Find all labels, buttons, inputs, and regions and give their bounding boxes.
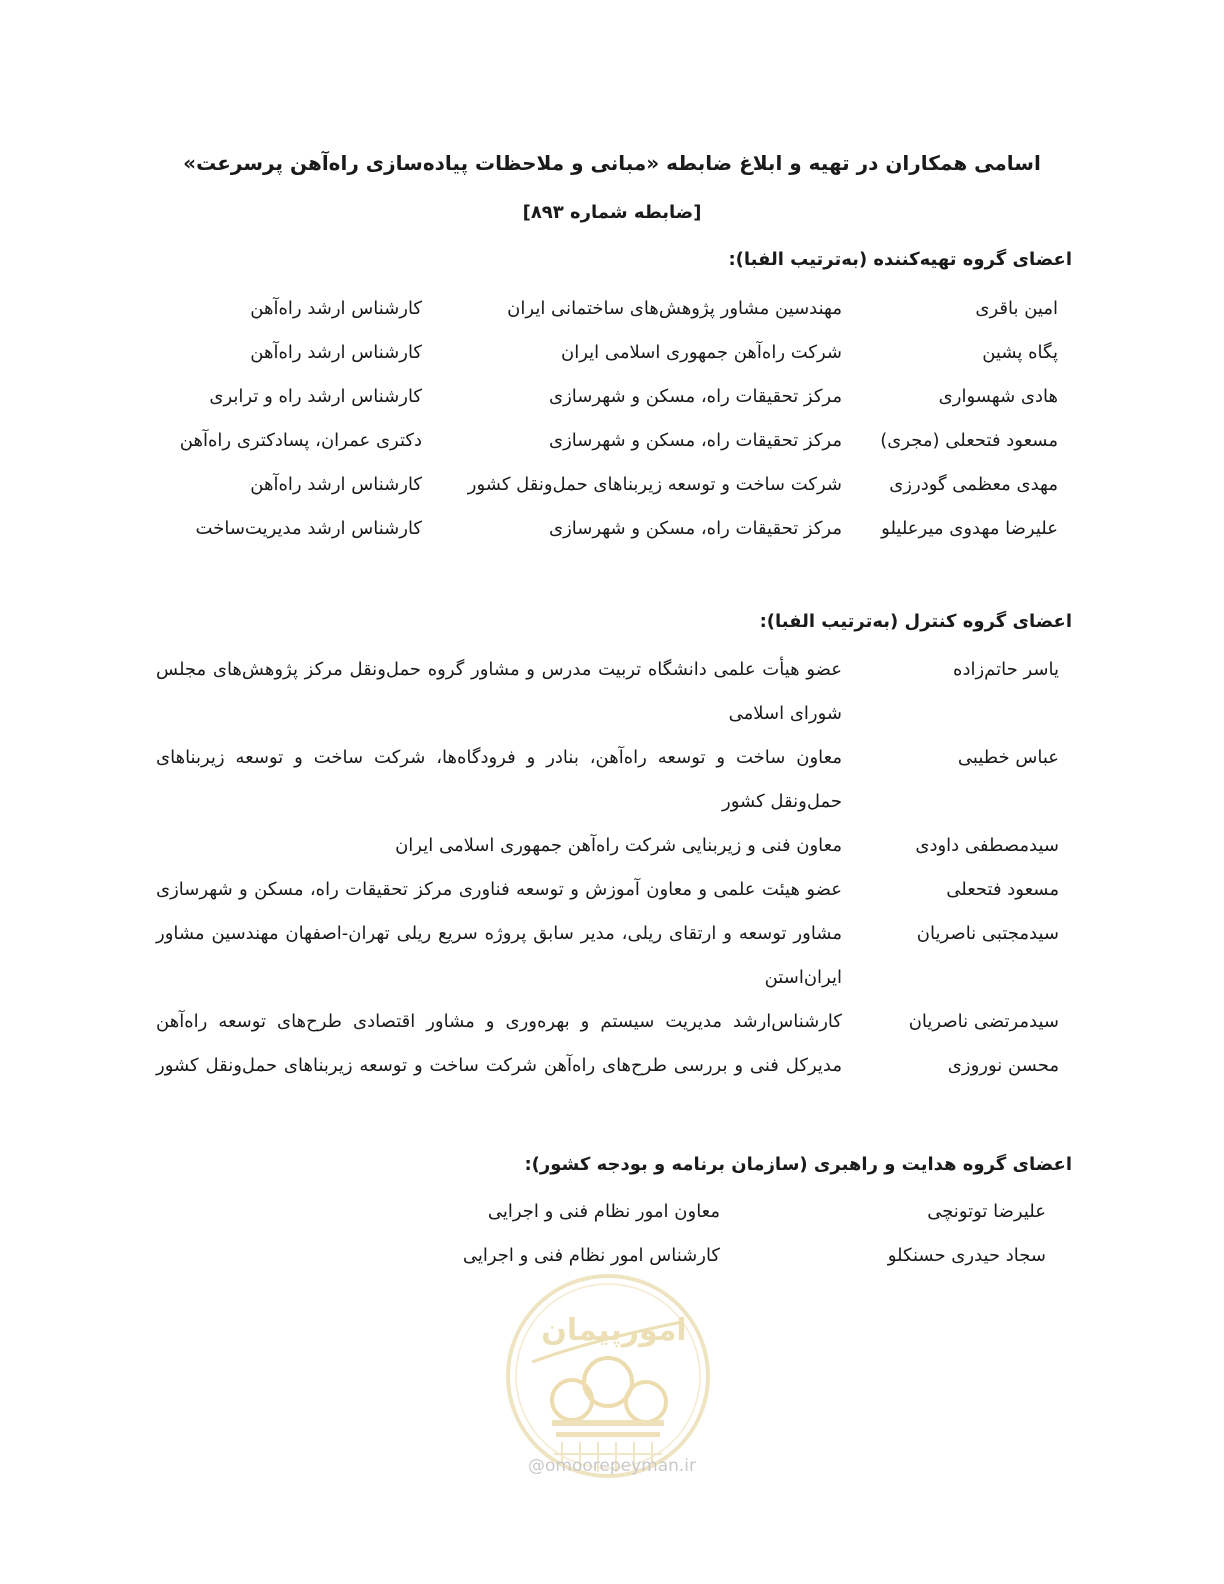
control-member-row xyxy=(153,868,1059,912)
regulation-number: [ضابطه شماره ۸۹۳] xyxy=(522,202,702,223)
member-description: معاون فنی و زیربنایی شرکت راه‌آهن جمهوری اسلامی ایران xyxy=(395,835,842,856)
member-description: معاون ساخت و توسعه راه‌آهن، بنادر و فرودگاه‌ها، شرکت ساخت و توسعه زیربناهای حمل‌ونقل کشور xyxy=(156,747,842,812)
member-degree: کارشناس ارشد راه‌آهن xyxy=(250,298,422,319)
member-name: مهدی معظمی گودرزی xyxy=(889,474,1058,495)
control-member-row xyxy=(153,1044,1059,1088)
member-organization: شرکت راه‌آهن جمهوری اسلامی ایران xyxy=(560,342,842,363)
watermark-logo xyxy=(502,1270,714,1482)
member-name: مسعود فتحعلی (مجری) xyxy=(880,430,1058,451)
member-name: امین باقری xyxy=(975,298,1058,319)
member-description: مدیرکل فنی و بررسی طرح‌های راه‌آهن شرکت ساخت و توسعه زیربناهای حمل‌ونقل کشور xyxy=(156,1055,842,1076)
watermark-url: @omoorepeyman.ir xyxy=(527,1456,697,1476)
control-member-row xyxy=(153,912,1059,1000)
control-member-row xyxy=(153,736,1059,824)
member-name: سیدمجتبی ناصریان xyxy=(916,923,1059,944)
watermark-logo-text: امورپیمان xyxy=(541,1313,687,1348)
member-degree: کارشناس ارشد راه‌آهن xyxy=(250,474,422,495)
steering-group-heading: اعضای گروه هدایت و راهبری (سازمان برنامه و بودجه کشور): xyxy=(524,1154,1072,1175)
member-organization: شرکت ساخت و توسعه زیربناهای حمل‌ونقل کشور xyxy=(467,474,842,495)
member-name: پگاه پشین xyxy=(982,342,1058,363)
member-role: معاون امور نظام فنی و اجرایی xyxy=(487,1201,720,1222)
document-title: اسامی همکاران در تهیه و ابلاغ ضابطه «مبانی و ملاحظات پیاده‌سازی راه‌آهن پرسرعت» xyxy=(183,151,1041,175)
member-name: مسعود فتحعلی xyxy=(946,879,1059,900)
member-name: سیدمرتضی ناصریان xyxy=(908,1011,1059,1032)
member-degree: کارشناس ارشد راه‌آهن xyxy=(250,342,422,363)
preparing-group-heading: اعضای گروه تهیه‌کننده (به‌ترتیب الفبا): xyxy=(728,249,1072,270)
member-organization: مهندسین مشاور پژوهش‌های ساختمانی ایران xyxy=(507,298,842,319)
member-degree: کارشناس ارشد مدیریت‌ساخت xyxy=(195,518,422,539)
member-name: سیدمصطفی داودی xyxy=(915,835,1059,856)
control-member-row xyxy=(153,1000,1059,1044)
member-name: علیرضا توتونچی xyxy=(927,1201,1046,1222)
control-group-heading: اعضای گروه کنترل (به‌ترتیب الفبا): xyxy=(759,611,1072,632)
member-name: یاسر حاتم‌زاده xyxy=(953,659,1059,680)
member-name: محسن نوروزی xyxy=(947,1055,1059,1076)
member-name: علیرضا مهدوی میرعلیلو xyxy=(881,518,1058,539)
member-name: هادی شهسواری xyxy=(938,386,1058,407)
member-role: کارشناس امور نظام فنی و اجرایی xyxy=(462,1245,720,1266)
member-description: مشاور توسعه و ارتقای ریلی، مدیر سابق پروژه سریع ریلی تهران-اصفهان مهندسین مشاور ایران‌استن xyxy=(156,923,842,988)
member-organization: مرکز تحقیقات راه، مسکن و شهرسازی xyxy=(548,430,842,451)
member-description: کارشناس‌ارشد مدیریت سیستم و بهره‌وری و مشاور اقتصادی طرح‌های توسعه راه‌آهن xyxy=(156,1011,842,1032)
control-member-row xyxy=(153,824,1059,868)
member-degree: کارشناس ارشد راه و ترابری xyxy=(209,386,422,407)
member-organization: مرکز تحقیقات راه، مسکن و شهرسازی xyxy=(548,386,842,407)
member-name: عباس خطیبی xyxy=(957,747,1059,768)
control-member-row xyxy=(153,648,1059,736)
member-organization: مرکز تحقیقات راه، مسکن و شهرسازی xyxy=(548,518,842,539)
member-description: عضو هیئت علمی و معاون آموزش و توسعه فناوری مرکز تحقیقات راه، مسکن و شهرسازی xyxy=(156,879,842,900)
member-name: سجاد حیدری حسنکلو xyxy=(887,1245,1046,1266)
member-degree: دکتری عمران، پسادکتری راه‌آهن xyxy=(179,430,422,451)
member-description: عضو هیأت علمی دانشگاه تربیت مدرس و مشاور گروه حمل‌ونقل مرکز پژوهش‌های مجلس شورای اسلامی xyxy=(156,659,842,724)
